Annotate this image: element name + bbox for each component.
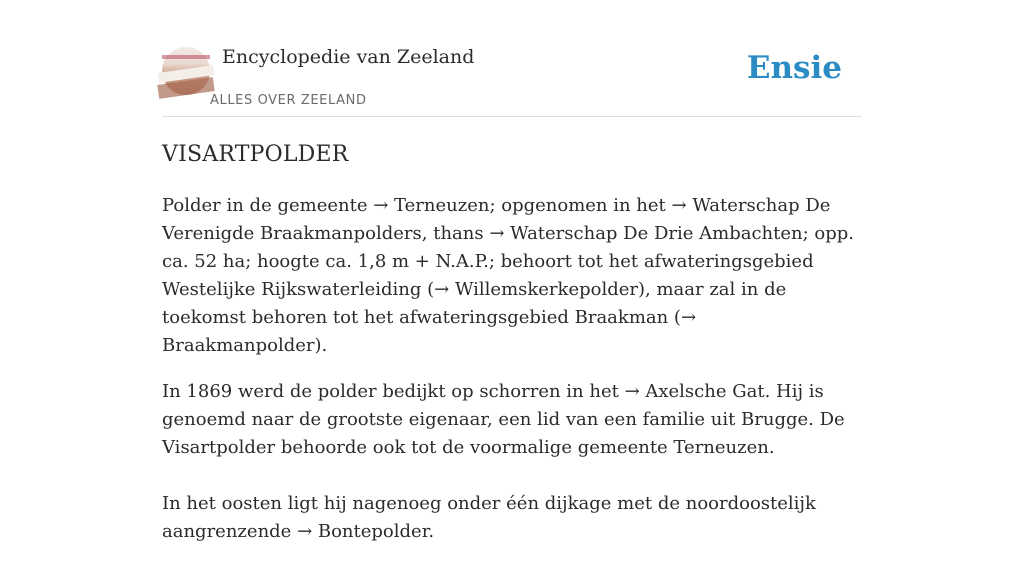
book-cover-avatar[interactable] — [162, 47, 210, 95]
link-braakmanpolder[interactable]: → Braakmanpolder — [162, 307, 697, 356]
link-axelsche-gat[interactable]: → Axelsche Gat — [624, 381, 765, 402]
text: ), maar zal in de toekomst behoren tot het afwateringsgebied Braakman ( — [162, 279, 787, 328]
text: ). — [314, 335, 328, 356]
text: . Hij is genoemd naar de grootste eigenaar, een lid van een familie uit Brugge. De Visartpolder behoorde ook tot de voormalige gemeente Terneuzen. — [162, 381, 845, 458]
entry-content — [162, 140, 862, 564]
text: ; opp. ca. 52 ha; hoogte ca. 1,8 m + N.A.P.; behoort tot het afwateringsgebied Westelijke Rijkswaterleiding ( — [162, 223, 855, 300]
paragraph — [162, 378, 862, 462]
paragraph — [162, 490, 862, 546]
link-willemskerkepolder[interactable]: → Willemskerkepolder — [434, 279, 638, 300]
text: In 1869 werd de polder bedijkt op schorren in het — [162, 381, 625, 402]
entry-title: VISARTPOLDER — [162, 142, 349, 167]
header — [162, 0, 862, 117]
text: Polder in de gemeente — [162, 195, 374, 216]
book-subtitle: ALLES OVER ZEELAND — [210, 93, 367, 108]
avatar-decoration — [162, 55, 210, 59]
paragraph — [162, 192, 862, 360]
text: . — [428, 521, 435, 542]
link-waterschap-drie-ambachten[interactable]: → Waterschap De Drie Ambachten — [489, 223, 803, 244]
link-waterschap-verenigde-braakmanpolders[interactable]: → Waterschap De Verenigde Braakmanpolders — [162, 195, 831, 244]
book-title[interactable]: Encyclopedie van Zeeland — [222, 46, 475, 68]
link-bontepolder[interactable]: → Bontepolder — [297, 521, 429, 542]
text: ; opgenomen in het — [489, 195, 672, 216]
text: In het oosten ligt hij nagenoeg onder één dijkage met de noordoostelijk aangrenzende — [162, 493, 816, 542]
text: , thans — [421, 223, 490, 244]
brand-logo[interactable]: Ensie — [746, 50, 842, 86]
link-terneuzen[interactable]: → Terneuzen — [373, 195, 490, 216]
